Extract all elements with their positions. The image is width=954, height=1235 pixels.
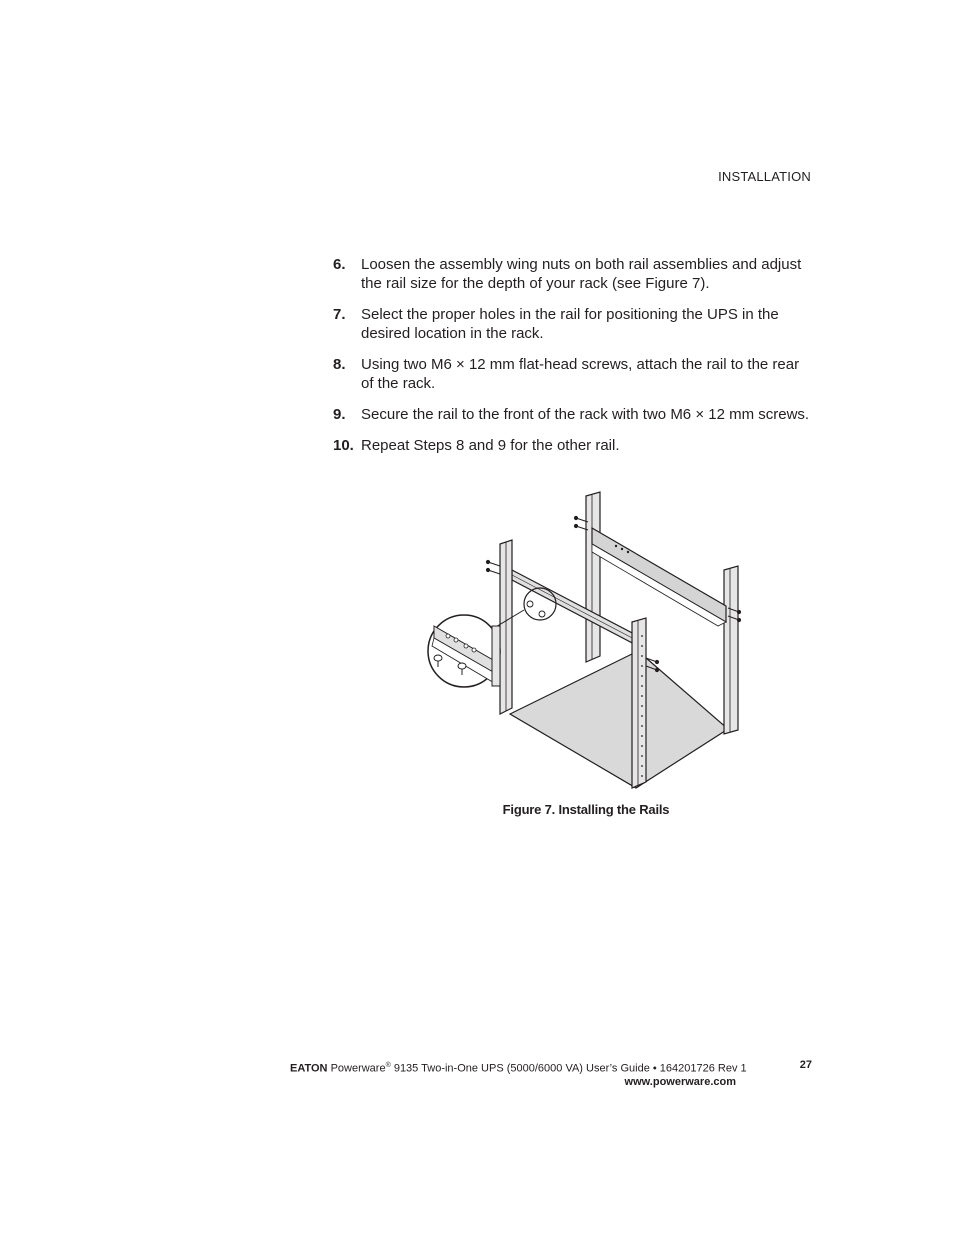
step-number: 8.	[333, 356, 346, 373]
step-7	[333, 305, 813, 343]
step-6	[333, 255, 813, 293]
step-10	[333, 436, 813, 455]
page-footer	[290, 1059, 812, 1089]
step-text: Secure the rail to the front of the rack with two M6 × 12 mm screws.	[361, 406, 810, 423]
far-rail	[592, 528, 726, 622]
page-number: 27	[799, 1059, 812, 1071]
rear-right-post	[724, 566, 738, 734]
footer-line	[290, 1059, 812, 1076]
registered-mark: ®	[385, 1062, 391, 1069]
installation-steps	[333, 255, 813, 467]
rack-rails-illustration	[426, 486, 746, 796]
step-text: Loosen the assembly wing nuts on both rail assemblies and adjust the rail size for the depth of your rack (see Figure 7).	[361, 256, 802, 292]
document-description: 9135 Two-in-One UPS (5000/6000 VA) User’s Guide • 164201726 Rev 1	[390, 1062, 747, 1075]
step-text: Repeat Steps 8 and 9 for the other rail.	[361, 437, 620, 454]
figure-caption: Figure 7. Installing the Rails	[502, 802, 670, 817]
step-number: 6.	[333, 256, 346, 273]
website-link[interactable]: www.powerware.com	[624, 1075, 736, 1088]
step-9	[333, 405, 813, 424]
rack-rails-drawing	[426, 486, 746, 796]
step-text: Select the proper holes in the rail for positioning the UPS in the desired location in the rack.	[361, 306, 779, 342]
step-number: 7.	[333, 306, 346, 323]
rear-left-post	[586, 492, 600, 662]
step-number: 9.	[333, 406, 346, 423]
front-right-post	[632, 618, 646, 788]
section-header: INSTALLATION	[718, 169, 811, 184]
step-number: 10.	[333, 437, 354, 454]
step-8	[333, 355, 813, 393]
rack-floor	[510, 651, 728, 788]
brand-name: EATON	[290, 1062, 328, 1075]
product-name: Powerware	[330, 1062, 386, 1075]
magnified-detail	[428, 615, 500, 687]
step-text: Using two M6 × 12 mm flat-head screws, attach the rail to the rear of the rack.	[361, 356, 800, 392]
